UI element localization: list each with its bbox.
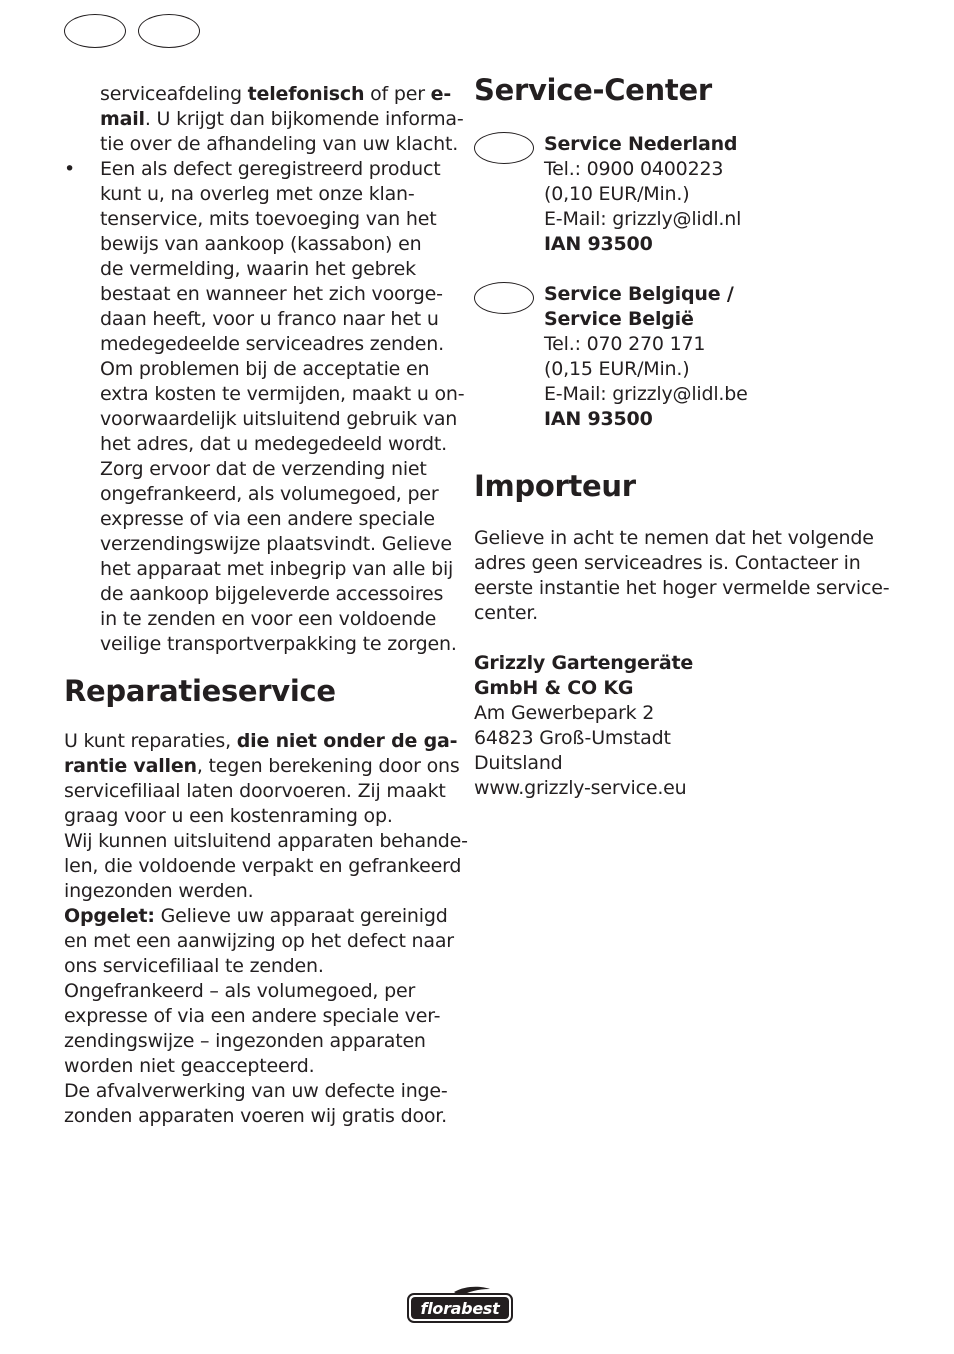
service-be-block: Service Belgique / Service België Tel.: 070 270 171 (0,15 EUR/Min.) E-Mail: grizzly@lidl.be IAN 93500	[474, 282, 874, 432]
bullet-item: • Een als defect geregistreerd product kunt u, na overleg met onze klan- tenservice, mits toevoeging van het bewijs van aankoop (kassabon) en de vermelding, waarin het gebrek bestaat en wanneer het zich voorge- daan heeft, voor u franco naar het u medegedeelde serviceadres zenden. Om problemen bij de acceptatie en extra kosten te vermijden, maakt u on- voorwaardelijk uitsluitend gebruik van het adres, dat u medegedeeld wordt. Zorg ervoor dat de verzending niet ongefrankeerd, als volumegoed, per expresse of via een andere speciale verzendingswijze plaatsvindt. Gelieve het apparaat met inbegrip van alle bij de aankoop bijgeleverde accessoires in te zenden en voor een voldoende veilige transportverpakking te zorgen.	[64, 158, 465, 655]
repair-heading: Reparatieservice	[64, 674, 336, 708]
website-link: www.grizzly-service.eu	[474, 777, 687, 799]
importer-note: Gelieve in acht te nemen dat het volgende adres geen serviceadres is. Contacteer in eerste instantie het hoger vermelde service- center.	[474, 527, 890, 624]
repair-paragraph: U kunt reparaties, die niet onder de ga- rantie vallen, tegen berekening door ons servicefiliaal laten doorvoeren. Zij maakt graag voor u een kostenraming op. Wij kunnen uitsluitend apparaten behande- len, die voldoende verpakt en gefrankeerd ingezonden werden. Opgelet: Gelieve uw apparaat gereinigd en met een aanwijzing op het defect naar ons servicefiliaal te zenden. Ongefrankeerd – als volumegoed, per expresse of via een andere speciale ver- zendingswijze – ingezonden apparaten worden niet geaccepteerd. De afvalverwerking van uw defecte inge- zonden apparaten voeren wij gratis door.	[64, 730, 468, 1127]
logo-wordmark: florabest	[420, 1299, 500, 1318]
language-badge-oval-1	[64, 14, 126, 48]
language-badge-oval-2	[138, 14, 200, 48]
importer-address: Grizzly Gartengeräte GmbH & CO KG Am Gewerbepark 2 64823 Groß-Umstadt Duitsland www.grizzly-service.eu	[474, 651, 874, 801]
country-badge-oval	[474, 282, 534, 314]
attention-label: Opgelet:	[64, 905, 155, 927]
intro-paragraph: serviceafdeling telefonisch of per e- mail. U krijgt dan bijkomende informa- tie over de afhandeling van uw klacht.	[100, 83, 464, 155]
importer-heading: Importeur	[474, 469, 636, 503]
florabest-logo	[406, 1286, 514, 1324]
country-badge-oval	[474, 132, 534, 164]
bullet-icon: •	[64, 158, 76, 180]
service-nl-block: Service Nederland Tel.: 0900 0400223 (0,10 EUR/Min.) E-Mail: grizzly@lidl.nl IAN 93500	[474, 132, 874, 257]
service-center-heading: Service-Center	[474, 73, 712, 107]
left-column	[64, 82, 468, 1129]
right-column	[474, 70, 890, 801]
